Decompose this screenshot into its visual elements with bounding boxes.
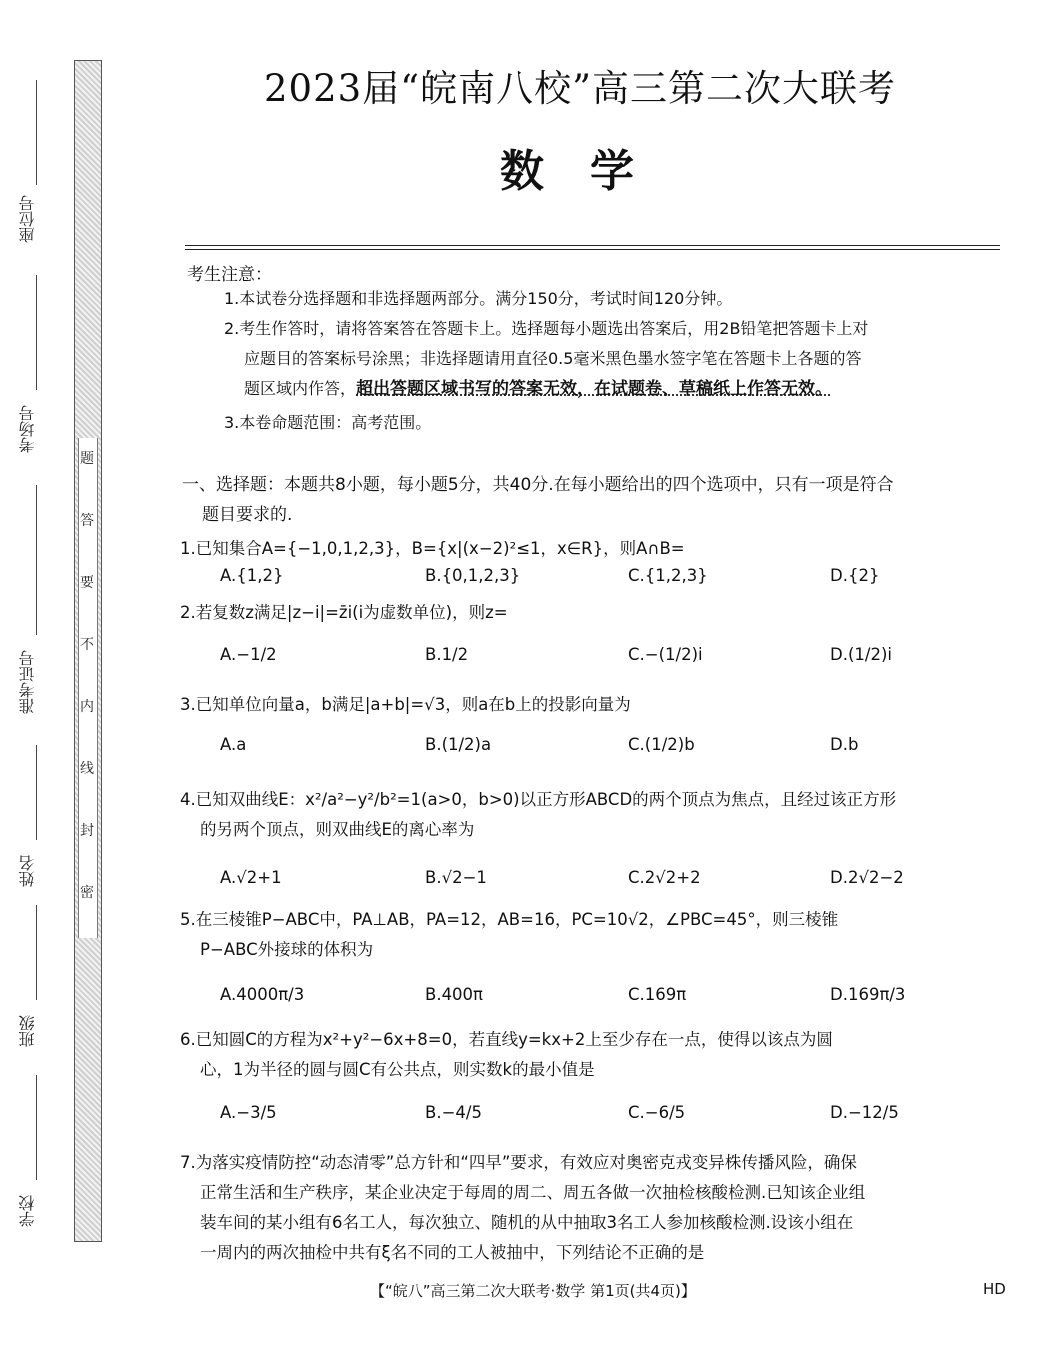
question-text-cont: 一周内的两次抽检中共有ξ名不同的工人被抽中，下列结论不正确的是	[200, 1243, 705, 1262]
notice-item-2-cont: 应题目的答案标号涂黑；非选择题请用直径0.5毫米黑色墨水签字笔在答题卡上各题的答	[244, 349, 862, 368]
option-c: C.169π	[628, 985, 687, 1004]
question-5-options	[220, 985, 1000, 1017]
school-line	[36, 1075, 37, 1180]
question-3	[180, 690, 1010, 720]
option-c: C.−6/5	[628, 1103, 686, 1122]
option-c: C.−(1/2)i	[628, 645, 703, 664]
name-label: 姓名	[18, 855, 37, 887]
paper-code: HD	[983, 1280, 1006, 1298]
header-divider	[185, 245, 1000, 250]
exam-room-line	[36, 275, 37, 390]
notice-item-2-tail: 题区域内作答，	[244, 379, 357, 398]
name-line	[36, 745, 37, 840]
option-b: B.1/2	[425, 645, 469, 664]
notice-item-2: 2.考生作答时，请将答案答在答题卡上。选择题每小题选出答案后，用2B铅笔把答题卡上对	[224, 319, 869, 338]
seat-number-label: 座位号	[18, 195, 37, 243]
option-d: D.{2}	[830, 566, 880, 585]
question-6-options	[220, 1103, 1000, 1135]
question-5	[180, 905, 1010, 965]
seal-char: 不	[80, 637, 94, 653]
question-text-cont: 心，1为半径的圆与圆C有公共点，则实数k的最小值是	[200, 1060, 595, 1079]
option-b: B.√2−1	[425, 868, 487, 887]
question-2-options	[220, 645, 1000, 677]
seal-char: 题	[80, 451, 94, 467]
option-a: A.−3/5	[220, 1103, 277, 1122]
page-footer: 【“皖八”高三第二次大联考·数学 第1页(共4页)】	[370, 1282, 696, 1300]
section-heading	[182, 470, 1007, 530]
question-text-cont: 正常生活和生产秩序，某企业决定于每周的周二、周五各做一次抽检核酸检测.已知该企业组	[200, 1183, 866, 1202]
admission-ticket-label: 准考证号	[18, 650, 37, 714]
school-label: 学校	[18, 1195, 37, 1227]
option-b: B.(1/2)a	[425, 735, 492, 754]
exam-title: 2023届“皖南八校”高三第二次大联考	[264, 67, 896, 110]
question-2	[180, 598, 1010, 628]
option-d: D.(1/2)i	[830, 645, 892, 664]
question-text-cont: P−ABC外接球的体积为	[200, 940, 374, 959]
option-a: A.√2+1	[220, 868, 282, 887]
question-4-options	[220, 868, 1000, 900]
section-line-2: 题目要求的.	[202, 505, 293, 525]
notice-item-1: 1.本试卷分选择题和非选择题两部分。满分150分，考试时间120分钟。	[224, 289, 733, 308]
option-c: C.(1/2)b	[628, 735, 695, 754]
option-d: D.169π/3	[830, 985, 906, 1004]
question-text: 1.已知集合A={−1,0,1,2,3}，B={x|(x−2)²≤1，x∈R}，则A∩B=	[180, 539, 685, 558]
question-1	[180, 534, 1010, 564]
question-1-options	[220, 566, 1000, 598]
option-b: B.−4/5	[425, 1103, 482, 1122]
option-d: D.−12/5	[830, 1103, 899, 1122]
option-a: A.−1/2	[220, 645, 277, 664]
class-label: 班级	[18, 1015, 37, 1047]
question-text: 7.为落实疫情防控“动态清零”总方针和“四早”要求，有效应对奥密克戎变异株传播风险，确保	[180, 1153, 857, 1172]
option-b: B.{0,1,2,3}	[425, 566, 521, 585]
seal-char: 封	[80, 823, 94, 839]
option-a: A.a	[220, 735, 247, 754]
question-3-options	[220, 735, 1000, 767]
question-4	[180, 785, 1010, 845]
option-b: B.400π	[425, 985, 483, 1004]
seal-char: 线	[80, 761, 94, 777]
question-7	[180, 1148, 1010, 1268]
seal-char: 要	[80, 575, 94, 591]
option-d: D.b	[830, 735, 859, 754]
exam-room-label: 考场号	[18, 405, 37, 453]
option-c: C.2√2+2	[628, 868, 701, 887]
admission-ticket-line	[36, 485, 37, 635]
seat-number-line	[36, 80, 37, 185]
option-c: C.{1,2,3}	[628, 566, 708, 585]
question-text: 6.已知圆C的方程为x²+y²−6x+8=0，若直线y=kx+2上至少存在一点，使得以该点为圆	[180, 1030, 833, 1049]
option-a: A.{1,2}	[220, 566, 284, 585]
question-text: 3.已知单位向量a，b满足|a+b|=√3，则a在b上的投影向量为	[180, 695, 631, 714]
notice-item-2-end	[244, 374, 832, 404]
seal-char: 内	[80, 699, 94, 715]
question-text: 4.已知双曲线E：x²/a²−y²/b²=1(a>0，b>0)以正方形ABCD的两个顶点为焦点，且经过该正方形	[180, 790, 897, 809]
notice-emphasis: 超出答题区域书写的答案无效，在试题卷、草稿纸上作答无效。	[356, 379, 833, 399]
seal-char: 答	[80, 513, 94, 529]
question-text: 2.若复数z满足|z−i|=z̄i(i为虚数单位)，则z=	[180, 603, 508, 622]
question-text-cont: 的另两个顶点，则双曲线E的离心率为	[200, 820, 475, 839]
notice-item-3: 3.本卷命题范围：高考范围。	[224, 413, 432, 432]
seal-char: 密	[80, 885, 94, 901]
subject-title: 数学	[500, 146, 680, 197]
class-line	[36, 905, 37, 1000]
section-line-1: 一、选择题：本题共8小题，每小题5分，共40分.在每小题给出的四个选项中，只有一项是符合	[182, 475, 894, 495]
option-a: A.4000π/3	[220, 985, 305, 1004]
option-d: D.2√2−2	[830, 868, 904, 887]
question-6	[180, 1025, 1010, 1085]
notice-heading: 考生注意：	[187, 265, 272, 285]
question-text: 5.在三棱锥P−ABC中，PA⊥AB，PA=12，AB=16，PC=10√2，∠PBC=45°，则三棱锥	[180, 910, 839, 929]
question-text-cont: 装车间的某小组有6名工人，每次独立、随机的从中抽取3名工人参加核酸检测.设该小组在	[200, 1213, 854, 1232]
